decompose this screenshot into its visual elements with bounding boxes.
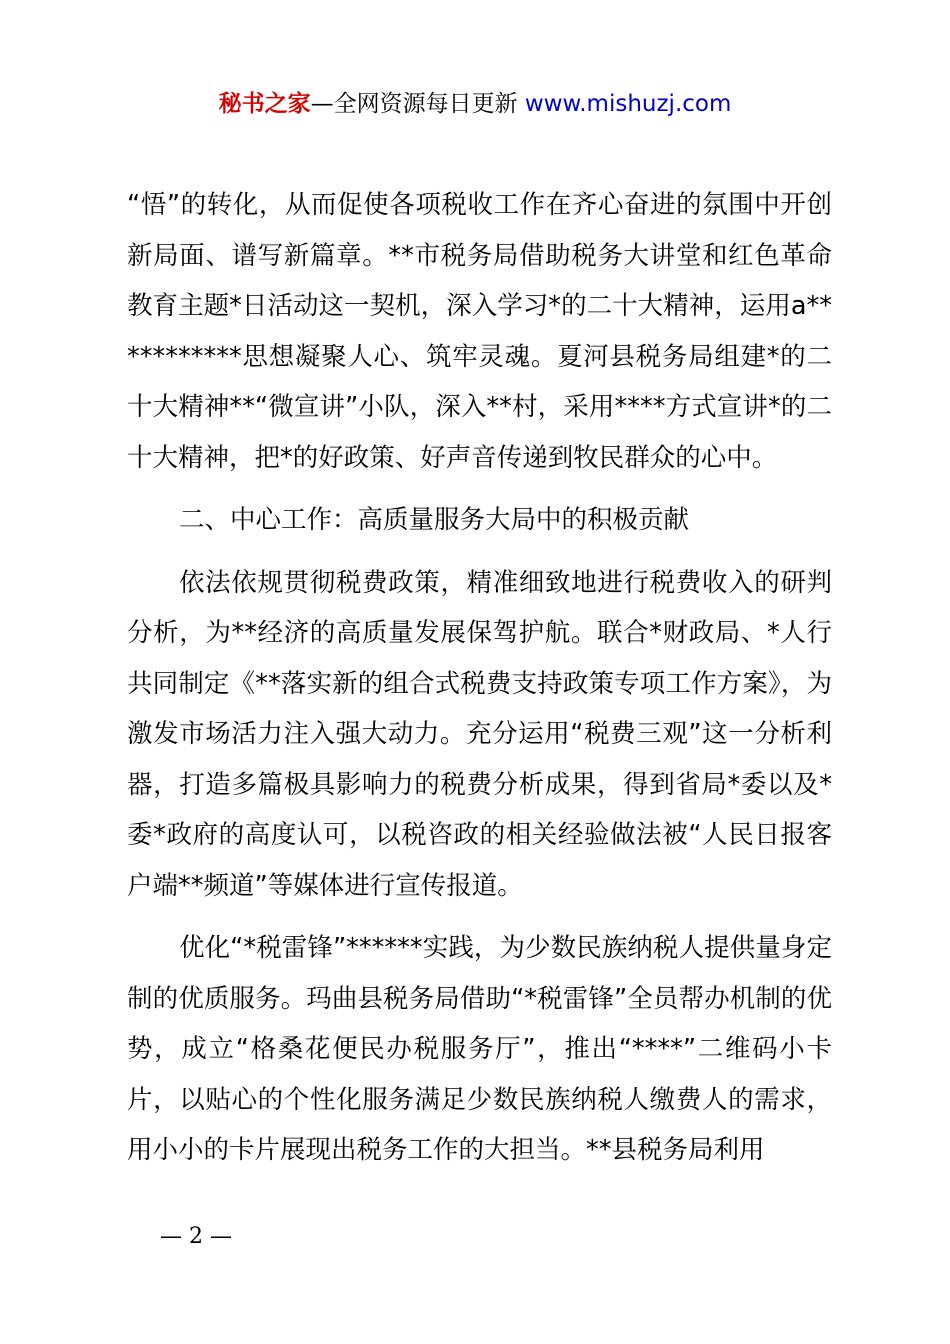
brand-name: 秘书之家 bbox=[218, 91, 311, 117]
site-banner bbox=[0, 88, 950, 120]
banner-slogan: —全网资源每日更新 bbox=[310, 91, 518, 117]
paragraph-tax-policy: 依法依规贯彻税费政策，精准细致地进行税费收入的研判分析，为**经济的高质量发展保驾护航。联合*财政局、*人行共同制定《**落实新的组合式税费支持政策专项工作方案》，为激发市场活力注入强大动力。充分运用“税费三观”这一分析利器，打造多篇极具影响力的税费分析成果，得到省局*委以及*委*政府的高度认可，以税咨政的相关经验做法被“人民日报客户端**频道”等媒体进行宣传报道。 bbox=[127, 567, 832, 901]
website-link[interactable]: www.mishuzj.com bbox=[524, 91, 732, 117]
paragraph-continuation: “悟”的转化，从而促使各项税收工作在齐心奋进的氛围中开创新局面、谱写新篇章。**市税务局借助税务大讲堂和红色革命教育主题*日活动这一契机，深入学习*的二十大精神，运用a***********思想凝聚人心、筑牢灵魂。夏河县税务局组建*的二十大精神**“微宣讲”小队，深入**村，采用****方式宣讲*的二十大精神，把*的好政策、好声音传递到牧民群众的心中。 bbox=[127, 190, 832, 473]
page-number: — 2 — bbox=[160, 1224, 232, 1249]
section-heading: 二、中心工作：高质量服务大局中的积极贡献 bbox=[179, 505, 690, 535]
paragraph-tax-service: 优化“*税雷锋”******实践，为少数民族纳税人提供量身定制的优质服务。玛曲县税务局借助“*税雷锋”全员帮办机制的优势，成立“格桑花便民办税服务厅”，推出“****”二维码小卡片，以贴心的个性化服务满足少数民族纳税人缴费人的需求，用小小的卡片展现出税务工作的大担当。**县税务局利用 bbox=[127, 933, 832, 1165]
document-body bbox=[127, 180, 832, 1176]
